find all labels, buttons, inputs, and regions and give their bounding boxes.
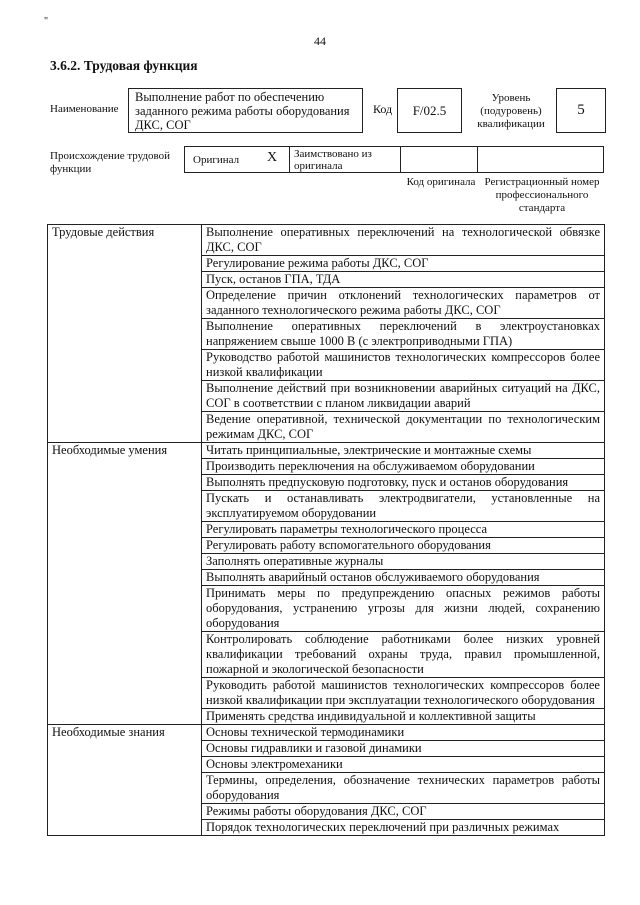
origin-borrowed-cell: Заимствовано из оригинала xyxy=(290,147,401,172)
table-row xyxy=(48,225,605,256)
function-table xyxy=(47,224,605,836)
item-cell: Термины, определения, обозначение технических параметров работы оборудования xyxy=(202,773,605,804)
item-cell: Определение причин отклонений технологических параметров от заданного технологического режима работы ДКС, СОГ xyxy=(202,288,605,319)
item-cell: Регулировать работу вспомогательного оборудования xyxy=(202,538,605,554)
origin-label: Происхождение трудовой функции xyxy=(50,150,171,175)
category-cell: Необходимые умения xyxy=(48,443,202,725)
origin-original-mark: X xyxy=(267,150,278,165)
item-cell: Выполнение оперативных переключений на технологической обвязке ДКС, СОГ xyxy=(202,225,605,256)
item-cell: Выполнять аварийный останов обслуживаемого оборудования xyxy=(202,570,605,586)
original-code-label: Код оригинала xyxy=(406,176,476,188)
item-cell: Выполнять предпусковую подготовку, пуск и останов оборудования xyxy=(202,475,605,491)
origin-reg-number-cell xyxy=(478,147,603,172)
item-cell: Пускать и останавливать электродвигатели, установленные на эксплуатируемом оборудовании xyxy=(202,491,605,522)
item-cell: Ведение оперативной, технической документации по технологическим режимам ДКС, СОГ xyxy=(202,412,605,443)
item-cell: Принимать меры по предупреждению опасных режимов работы оборудования, устранению угрозы для жизни людей, сохранению оборудования xyxy=(202,586,605,632)
origin-code-cell xyxy=(401,147,478,172)
category-cell: Трудовые действия xyxy=(48,225,202,443)
qualification-level-box: 5 xyxy=(556,88,606,133)
qualification-level-label: Уровень (подуровень) квалификации xyxy=(477,92,545,130)
item-cell: Применять средства индивидуальной и коллективной защиты xyxy=(202,709,605,725)
item-cell: Контролировать соблюдение работниками более низких уровней квалификации требований охраны труда, правил промышленной, пожарной и экологической безопасности xyxy=(202,632,605,678)
item-cell: Заполнять оперативные журналы xyxy=(202,554,605,570)
item-cell: Регулирование режима работы ДКС, СОГ xyxy=(202,256,605,272)
item-cell: Основы гидравлики и газовой динамики xyxy=(202,741,605,757)
reg-number-label: Регистрационный номер профессионального стандарта xyxy=(484,176,600,214)
item-cell: Выполнение действий при возникновении аварийных ситуаций на ДКС, СОГ в соответствии с планом ликвидации аварий xyxy=(202,381,605,412)
item-cell: Выполнение оперативных переключений в электроустановках напряжением свыше 1000 В (с электроприводными ГПА) xyxy=(202,319,605,350)
item-cell: Режимы работы оборудования ДКС, СОГ xyxy=(202,804,605,820)
code-value-box: F/02.5 xyxy=(397,88,462,133)
origin-row xyxy=(184,146,604,173)
table-row xyxy=(48,725,605,741)
item-cell: Основы электромеханики xyxy=(202,757,605,773)
item-cell: Пуск, останов ГПА, ТДА xyxy=(202,272,605,288)
category-cell: Необходимые знания xyxy=(48,725,202,836)
item-cell: Производить переключения на обслуживаемом оборудовании xyxy=(202,459,605,475)
scan-mark: " xyxy=(44,16,49,27)
origin-original-label: Оригинал xyxy=(193,153,240,166)
item-cell: Порядок технологических переключений при различных режимах xyxy=(202,820,605,836)
origin-original-cell xyxy=(185,147,290,172)
table-row xyxy=(48,443,605,459)
item-cell: Руководство работой машинистов технологических компрессоров более низкой квалификации xyxy=(202,350,605,381)
section-title: 3.6.2. Трудовая функция xyxy=(50,58,198,73)
item-cell: Основы технической термодинамики xyxy=(202,725,605,741)
name-value-box: Выполнение работ по обеспечению заданного режима работы оборудования ДКС, СОГ xyxy=(128,88,363,133)
name-label: Наименование xyxy=(50,103,119,115)
item-cell: Читать принципиальные, электрические и монтажные схемы xyxy=(202,443,605,459)
page-number: 44 xyxy=(314,34,326,48)
item-cell: Руководить работой машинистов технологических компрессоров более низкой квалификации при эксплуатации технологического оборудования xyxy=(202,678,605,709)
item-cell: Регулировать параметры технологического процесса xyxy=(202,522,605,538)
code-label: Код xyxy=(373,102,393,116)
